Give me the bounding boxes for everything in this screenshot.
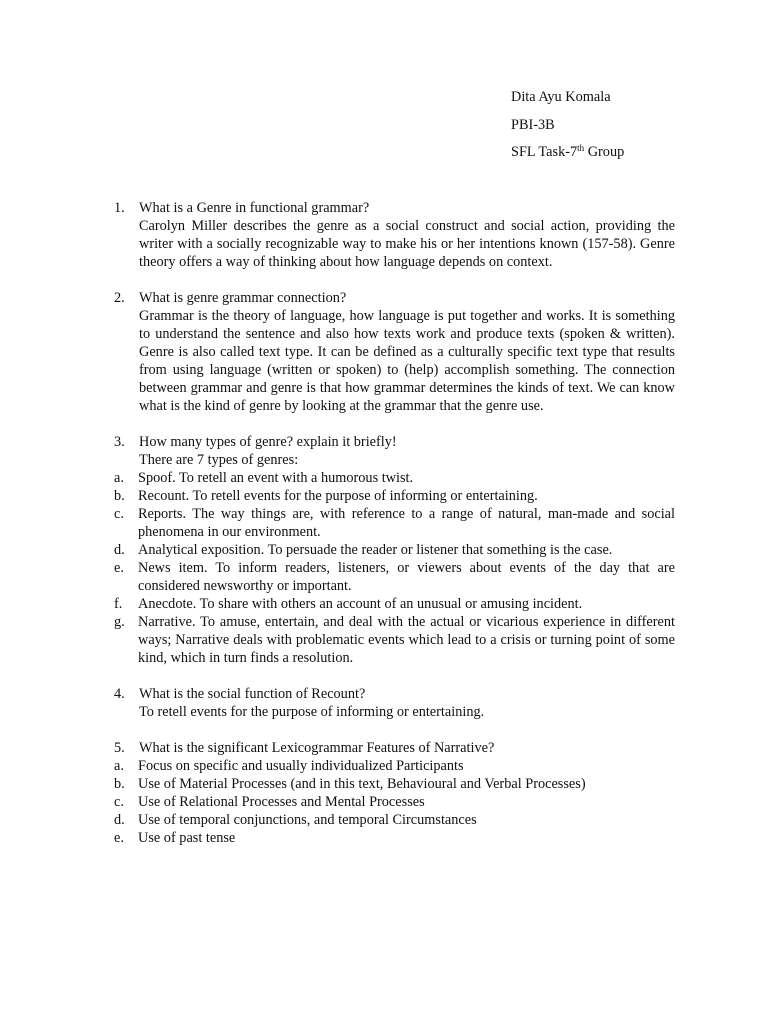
question-number: 1. — [114, 200, 125, 216]
answer-text: To retell events for the purpose of informing or entertaining. — [139, 704, 485, 720]
list-item — [114, 505, 675, 541]
list-item — [114, 469, 675, 487]
question-number: 4. — [114, 686, 125, 702]
list-text: Use of temporal conjunctions, and temporal Circumstances — [138, 812, 477, 828]
list-text: Recount. To retell events for the purpose of informing or entertaining. — [138, 488, 538, 504]
list-text: Use of past tense — [138, 830, 236, 846]
task-prefix: SFL Task-7 — [511, 144, 578, 160]
document-body — [114, 199, 675, 865]
list-text: News item. To inform readers, listeners, or viewers about events of the day that are considered newsworthy or important. — [138, 560, 675, 594]
list-item — [114, 541, 675, 559]
list-letter: f. — [114, 596, 123, 612]
list-item — [114, 487, 675, 505]
task-superscript: th — [577, 143, 585, 153]
question-text: What is the social function of Recount? — [139, 686, 366, 702]
list-letter: d. — [114, 812, 125, 828]
task-title — [511, 143, 624, 171]
task-suffix: Group — [584, 144, 625, 160]
header-block — [511, 88, 624, 171]
list-item — [114, 595, 675, 613]
answer-text: Grammar is the theory of language, how language is put together and works. It is something to understand the sentence and also how texts work and produce texts (spoken & written). Genre is also called text type. It can be defined as a culturally specific text type that results from using language (written or spoken) to (help) accomplish something. The connection between grammar and genre is that how grammar determines the kinds of text. We can know what is the kind of genre by looking at the grammar that the genre use. — [139, 308, 675, 414]
list-item — [114, 775, 675, 793]
question-1 — [114, 199, 675, 271]
list-letter: b. — [114, 776, 125, 792]
answer-intro: There are 7 types of genres: — [139, 452, 299, 468]
list-text: Use of Material Processes (and in this text, Behavioural and Verbal Processes) — [138, 776, 586, 792]
list-letter: c. — [114, 794, 124, 810]
question-2 — [114, 289, 675, 415]
list-item — [114, 757, 675, 775]
question-number: 3. — [114, 434, 125, 450]
list-letter: e. — [114, 560, 124, 576]
list-item — [114, 613, 675, 667]
class-code: PBI-3B — [511, 116, 555, 133]
list-text: Spoof. To retell an event with a humorous twist. — [138, 470, 414, 486]
answer-text: Carolyn Miller describes the genre as a social construct and social action, providing the writer with a socially recognizable way to make his or her intentions known (157-58). Genre theory offers a way of thinking about how language depends on context. — [139, 218, 675, 270]
list-text: Focus on specific and usually individualized Participants — [138, 758, 464, 774]
question-text: What is genre grammar connection? — [139, 290, 347, 306]
list-letter: g. — [114, 614, 125, 630]
list-text: Narrative. To amuse, entertain, and deal with the actual or vicarious experience in different ways; Narrative deals with problematic events which lead to a crisis or turning point of some kind, which in turn finds a resolution. — [138, 614, 675, 666]
list-text: Reports. The way things are, with reference to a range of natural, man-made and social phenomena in our environment. — [138, 506, 675, 540]
question-text: How many types of genre? explain it briefly! — [139, 434, 397, 450]
list-item — [114, 811, 675, 829]
list-text: Analytical exposition. To persuade the reader or listener that something is the case. — [138, 542, 613, 558]
question-3 — [114, 433, 675, 667]
list-text: Anecdote. To share with others an account of an unusual or amusing incident. — [138, 596, 583, 612]
list-item — [114, 829, 675, 847]
author-name: Dita Ayu Komala — [511, 89, 611, 105]
list-letter: c. — [114, 506, 124, 522]
question-number: 5. — [114, 740, 125, 756]
question-5 — [114, 739, 675, 847]
list-letter: b. — [114, 488, 125, 504]
list-letter: e. — [114, 830, 124, 846]
list-letter: a. — [114, 758, 124, 774]
list-letter: d. — [114, 542, 125, 558]
question-text: What is the significant Lexicogrammar Features of Narrative? — [139, 740, 495, 756]
question-4 — [114, 685, 675, 721]
list-item — [114, 559, 675, 595]
list-letter: a. — [114, 470, 124, 486]
list-text: Use of Relational Processes and Mental Processes — [138, 794, 425, 810]
list-item — [114, 793, 675, 811]
question-text: What is a Genre in functional grammar? — [139, 200, 370, 216]
question-number: 2. — [114, 290, 125, 306]
